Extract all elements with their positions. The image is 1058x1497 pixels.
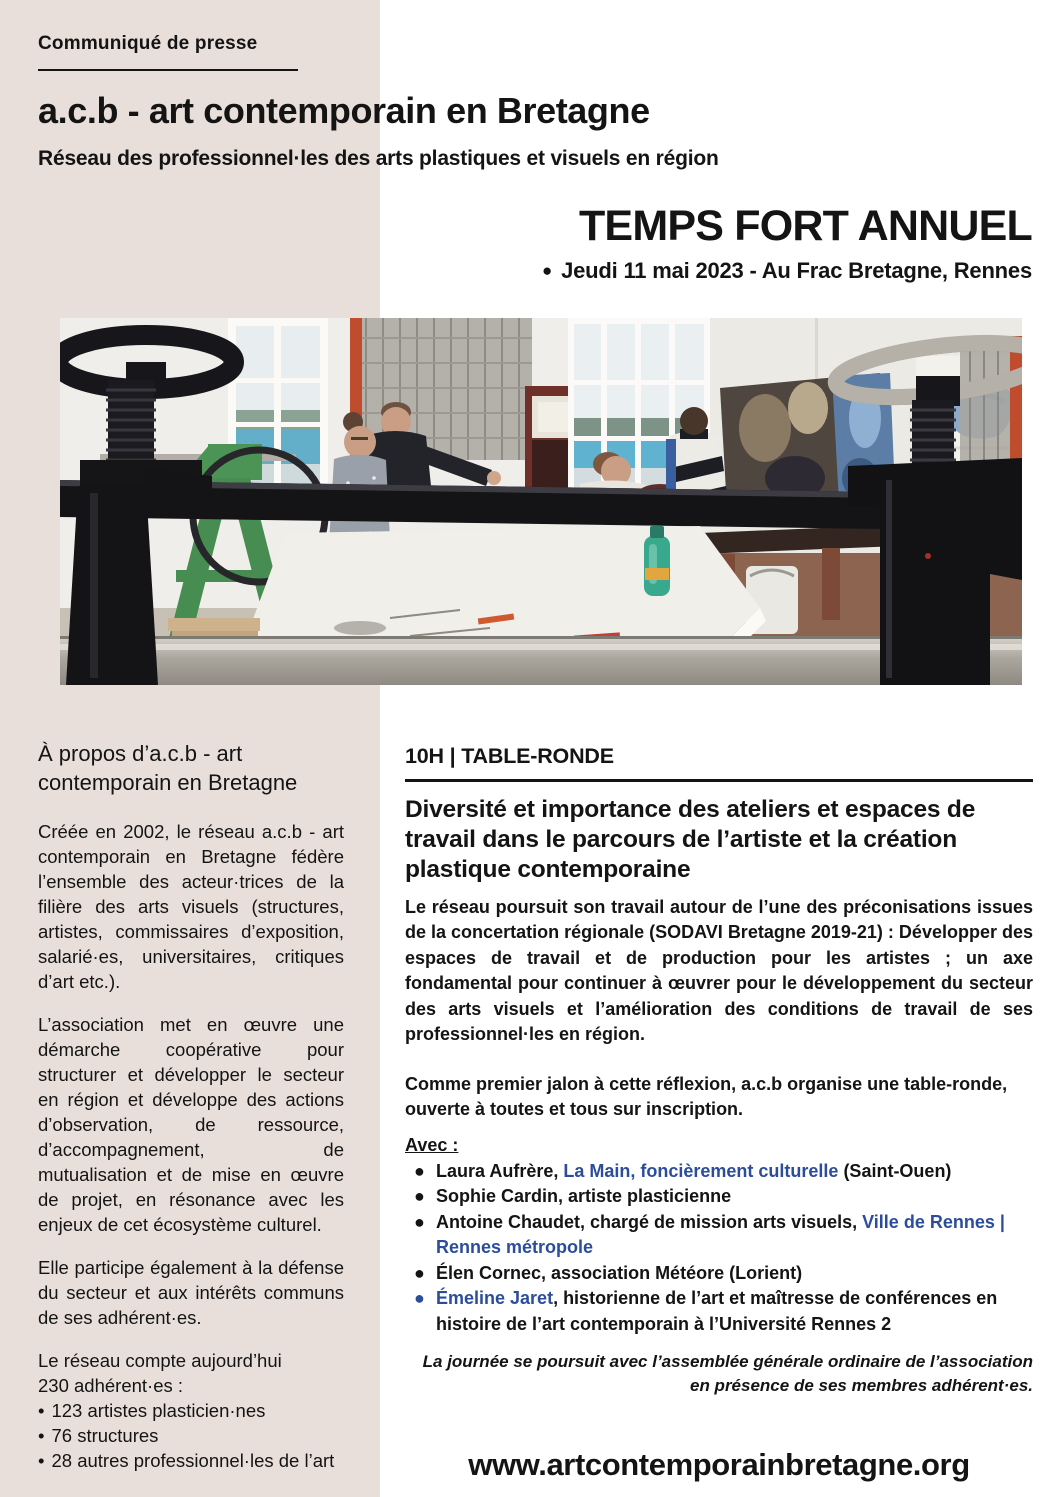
network-title: a.c.b - art contemporain en Bretagne — [38, 90, 650, 131]
event-date-text: Jeudi 11 mai 2023 - Au Frac Bretagne, Rennes — [561, 258, 1032, 284]
bullet-icon: • — [38, 1425, 45, 1447]
speaker-detail: (Saint-Ouen) — [838, 1160, 952, 1181]
list-item — [38, 1448, 344, 1473]
about-paragraph-1: Créée en 2002, le réseau a.c.b - art contemporain en Bretagne fédère l’ensemble des acteur·trices de la filière des arts visuels (structures, artistes, commissaires d’exposition, salarié·es, universitaires, critiques d’art etc.). — [38, 821, 344, 993]
member-count-artists: 123 artistes plasticien·nes — [51, 1400, 266, 1422]
press-release-label: Communiqué de presse — [38, 33, 258, 54]
bullet-icon: ● — [414, 1186, 425, 1207]
speaker-link[interactable]: Émeline Jaret — [436, 1288, 554, 1309]
speaker-link[interactable]: La Main, foncièrement culturelle — [563, 1160, 839, 1181]
speaker-item — [405, 1210, 1033, 1261]
label-underline — [38, 69, 298, 71]
session-section — [405, 744, 1033, 1483]
speaker-list — [405, 1159, 1033, 1338]
membership-line-1: Le réseau compte aujourd’hui — [38, 1350, 282, 1372]
section-rule — [405, 779, 1033, 782]
membership-count — [38, 1348, 344, 1473]
membership-line-2: 230 adhérent·es : — [38, 1375, 184, 1397]
event-date-line — [542, 258, 1032, 284]
speaker-item — [405, 1159, 1033, 1185]
list-item — [38, 1398, 344, 1423]
workshop-photo — [60, 318, 1022, 685]
speaker-detail: , historienne de l’art et maîtresse de conférences en histoire de l’art contemporain à l’Université Rennes 2 — [436, 1288, 998, 1334]
bullet-icon: ● — [414, 1211, 425, 1232]
membership-list — [38, 1398, 344, 1473]
event-title: TEMPS FORT ANNUEL — [578, 202, 1032, 250]
website-link[interactable]: www.artcontemporainbretagne.org — [468, 1447, 970, 1483]
bullet-icon: ● — [414, 1160, 425, 1181]
speaker-item — [405, 1261, 1033, 1287]
about-section — [38, 740, 344, 1473]
speaker-name: Sophie Cardin, artiste plasticienne — [436, 1186, 732, 1207]
speaker-link[interactable]: Ville de Rennes | Rennes métropole — [436, 1211, 1005, 1258]
speaker-name: Antoine Chaudet, chargé de mission arts visuels, — [436, 1211, 863, 1232]
bullet-icon: • — [38, 1450, 45, 1472]
member-count-structures: 76 structures — [51, 1425, 159, 1447]
bullet-dot-icon: ● — [542, 261, 553, 281]
session-paragraph-2: Comme premier jalon à cette réflexion, a.c.b organise une table-ronde, ouverte à toutes et tous sur inscription. — [405, 1073, 1008, 1120]
session-paragraph-1: Le réseau poursuit son travail autour de l’une des préconisations issues de la concertation régionale (SODAVI Bretagne 2019-21) : Développer des espaces de travail et de production pour les artistes ; un axe fondamental pour continuer à œuvrer pour le développement du secteur des arts visuels et l’amélioration des conditions de travail de ses professionnel·les en région. — [405, 896, 1033, 1045]
bullet-icon: • — [38, 1400, 45, 1422]
member-count-professionals: 28 autres professionnel·les de l’art — [51, 1450, 335, 1472]
speakers-label: Avec : — [405, 1134, 459, 1155]
speaker-name: Élen Cornec, association Météore (Lorient) — [436, 1262, 803, 1283]
list-item — [38, 1423, 344, 1448]
about-paragraph-3: Elle participe également à la défense du secteur et aux intérêts communs de ses adhérent·es. — [38, 1257, 344, 1329]
event-header — [542, 204, 1032, 284]
session-title: Diversité et importance des ateliers et espaces de travail dans le parcours de l’artiste et la création plastique contemporaine — [405, 796, 976, 883]
speaker-item — [405, 1286, 1033, 1337]
about-paragraph-2: L’association met en œuvre une démarche coopérative pour structurer et développer le secteur en région et développe des actions d’observation, de ressource, d’accompagnement, de mutualisation et de mise en œuvre de projet, en résonance avec les enjeux de cet écosystème culturel. — [38, 1014, 344, 1236]
speaker-item — [405, 1184, 1033, 1210]
about-heading: À propos d’a.c.b - art contemporain en Bretagne — [38, 741, 298, 795]
speaker-name: Laura Aufrère, — [436, 1160, 564, 1181]
session-time-slot: 10H | TABLE-RONDE — [405, 744, 614, 768]
bullet-icon: ● — [414, 1262, 425, 1283]
network-subtitle: Réseau des professionnel·les des arts plastiques et visuels en région — [38, 147, 719, 170]
bullet-icon: ● — [414, 1288, 425, 1309]
closing-note: La journée se poursuit avec l’assemblée générale ordinaire de l’association en présence de ses membres adhérent·es. — [422, 1352, 1033, 1395]
